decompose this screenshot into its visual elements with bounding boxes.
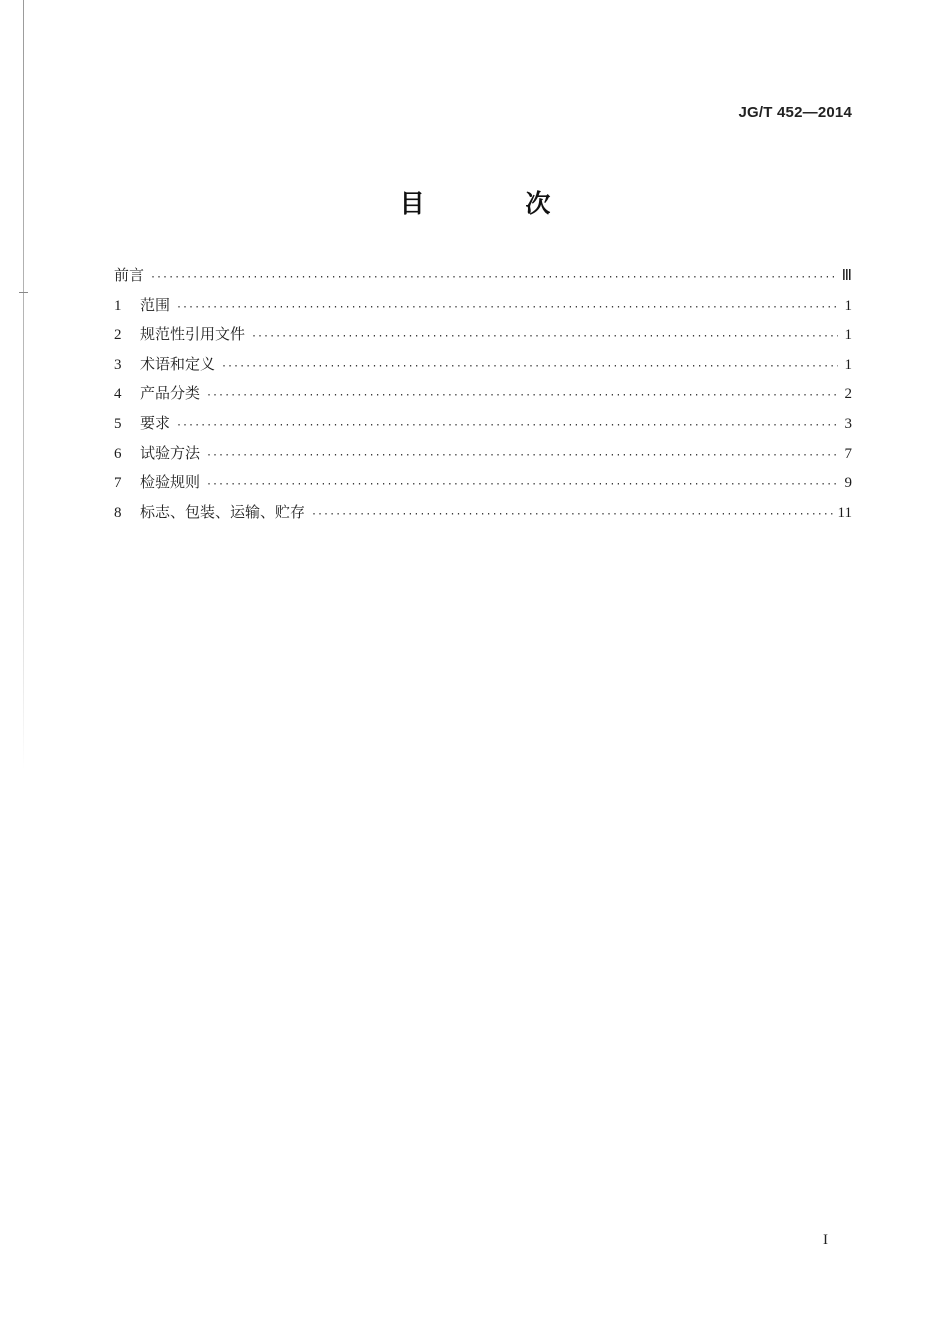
toc-leader-dots bbox=[221, 356, 838, 378]
toc-entry-number: 6 bbox=[114, 445, 122, 462]
toc-entry-label: 范围 bbox=[140, 295, 171, 314]
toc-entry-page: 1 bbox=[844, 327, 852, 344]
toc-entry-number: 8 bbox=[114, 504, 122, 521]
toc-entry-inspection-rules[interactable] bbox=[114, 471, 852, 501]
toc-entry-number: 5 bbox=[114, 415, 122, 432]
page-number: I bbox=[823, 1232, 828, 1248]
toc-entry-foreword[interactable] bbox=[114, 264, 852, 294]
toc-entry-label: 标志、包装、运输、贮存 bbox=[140, 502, 306, 521]
toc-entry-classification[interactable] bbox=[114, 382, 852, 412]
toc-entry-page: Ⅲ bbox=[841, 268, 852, 284]
toc-entry-page: 9 bbox=[844, 475, 852, 492]
toc-entry-marking-packaging[interactable] bbox=[114, 501, 852, 531]
toc-entry-requirements[interactable] bbox=[114, 412, 852, 442]
toc-entry-page: 7 bbox=[844, 445, 852, 462]
toc-entry-label: 产品分类 bbox=[140, 384, 201, 403]
toc-entry-label: 前言 bbox=[114, 266, 145, 284]
document-code: JG/T 452—2014 bbox=[738, 104, 852, 121]
toc-leader-dots bbox=[251, 326, 838, 348]
toc-entry-number: 2 bbox=[114, 327, 122, 344]
toc-entry-page: 1 bbox=[844, 297, 852, 314]
toc-leader-dots bbox=[150, 267, 838, 289]
toc-leader-dots bbox=[176, 297, 838, 319]
toc-leader-dots bbox=[311, 504, 834, 526]
toc-entry-page: 1 bbox=[844, 356, 852, 373]
toc-entry-terms-definitions[interactable] bbox=[114, 353, 852, 383]
toc-leader-dots bbox=[206, 474, 838, 496]
toc-entry-test-methods[interactable] bbox=[114, 442, 852, 472]
toc-leader-dots bbox=[206, 385, 838, 407]
toc-entry-scope[interactable] bbox=[114, 294, 852, 324]
toc-entry-label: 检验规则 bbox=[140, 473, 201, 492]
scan-margin-line bbox=[23, 0, 24, 770]
scan-margin-tick bbox=[19, 292, 28, 293]
toc-entry-page: 3 bbox=[844, 415, 852, 432]
toc-entry-page: 2 bbox=[844, 386, 852, 403]
toc-leader-dots bbox=[206, 445, 838, 467]
table-of-contents bbox=[114, 264, 852, 530]
toc-entry-label: 试验方法 bbox=[140, 443, 201, 462]
toc-entry-label: 要求 bbox=[140, 413, 171, 432]
toc-leader-dots bbox=[176, 415, 838, 437]
toc-entry-label: 术语和定义 bbox=[140, 354, 216, 373]
toc-entry-normative-references[interactable] bbox=[114, 323, 852, 353]
toc-entry-page: 11 bbox=[837, 504, 852, 521]
toc-entry-number: 3 bbox=[114, 356, 122, 373]
page-title: 目 次 bbox=[399, 189, 597, 218]
toc-entry-number: 7 bbox=[114, 475, 122, 492]
toc-entry-number: 1 bbox=[114, 297, 122, 314]
toc-entry-number: 4 bbox=[114, 386, 122, 403]
toc-entry-label: 规范性引用文件 bbox=[140, 325, 246, 344]
